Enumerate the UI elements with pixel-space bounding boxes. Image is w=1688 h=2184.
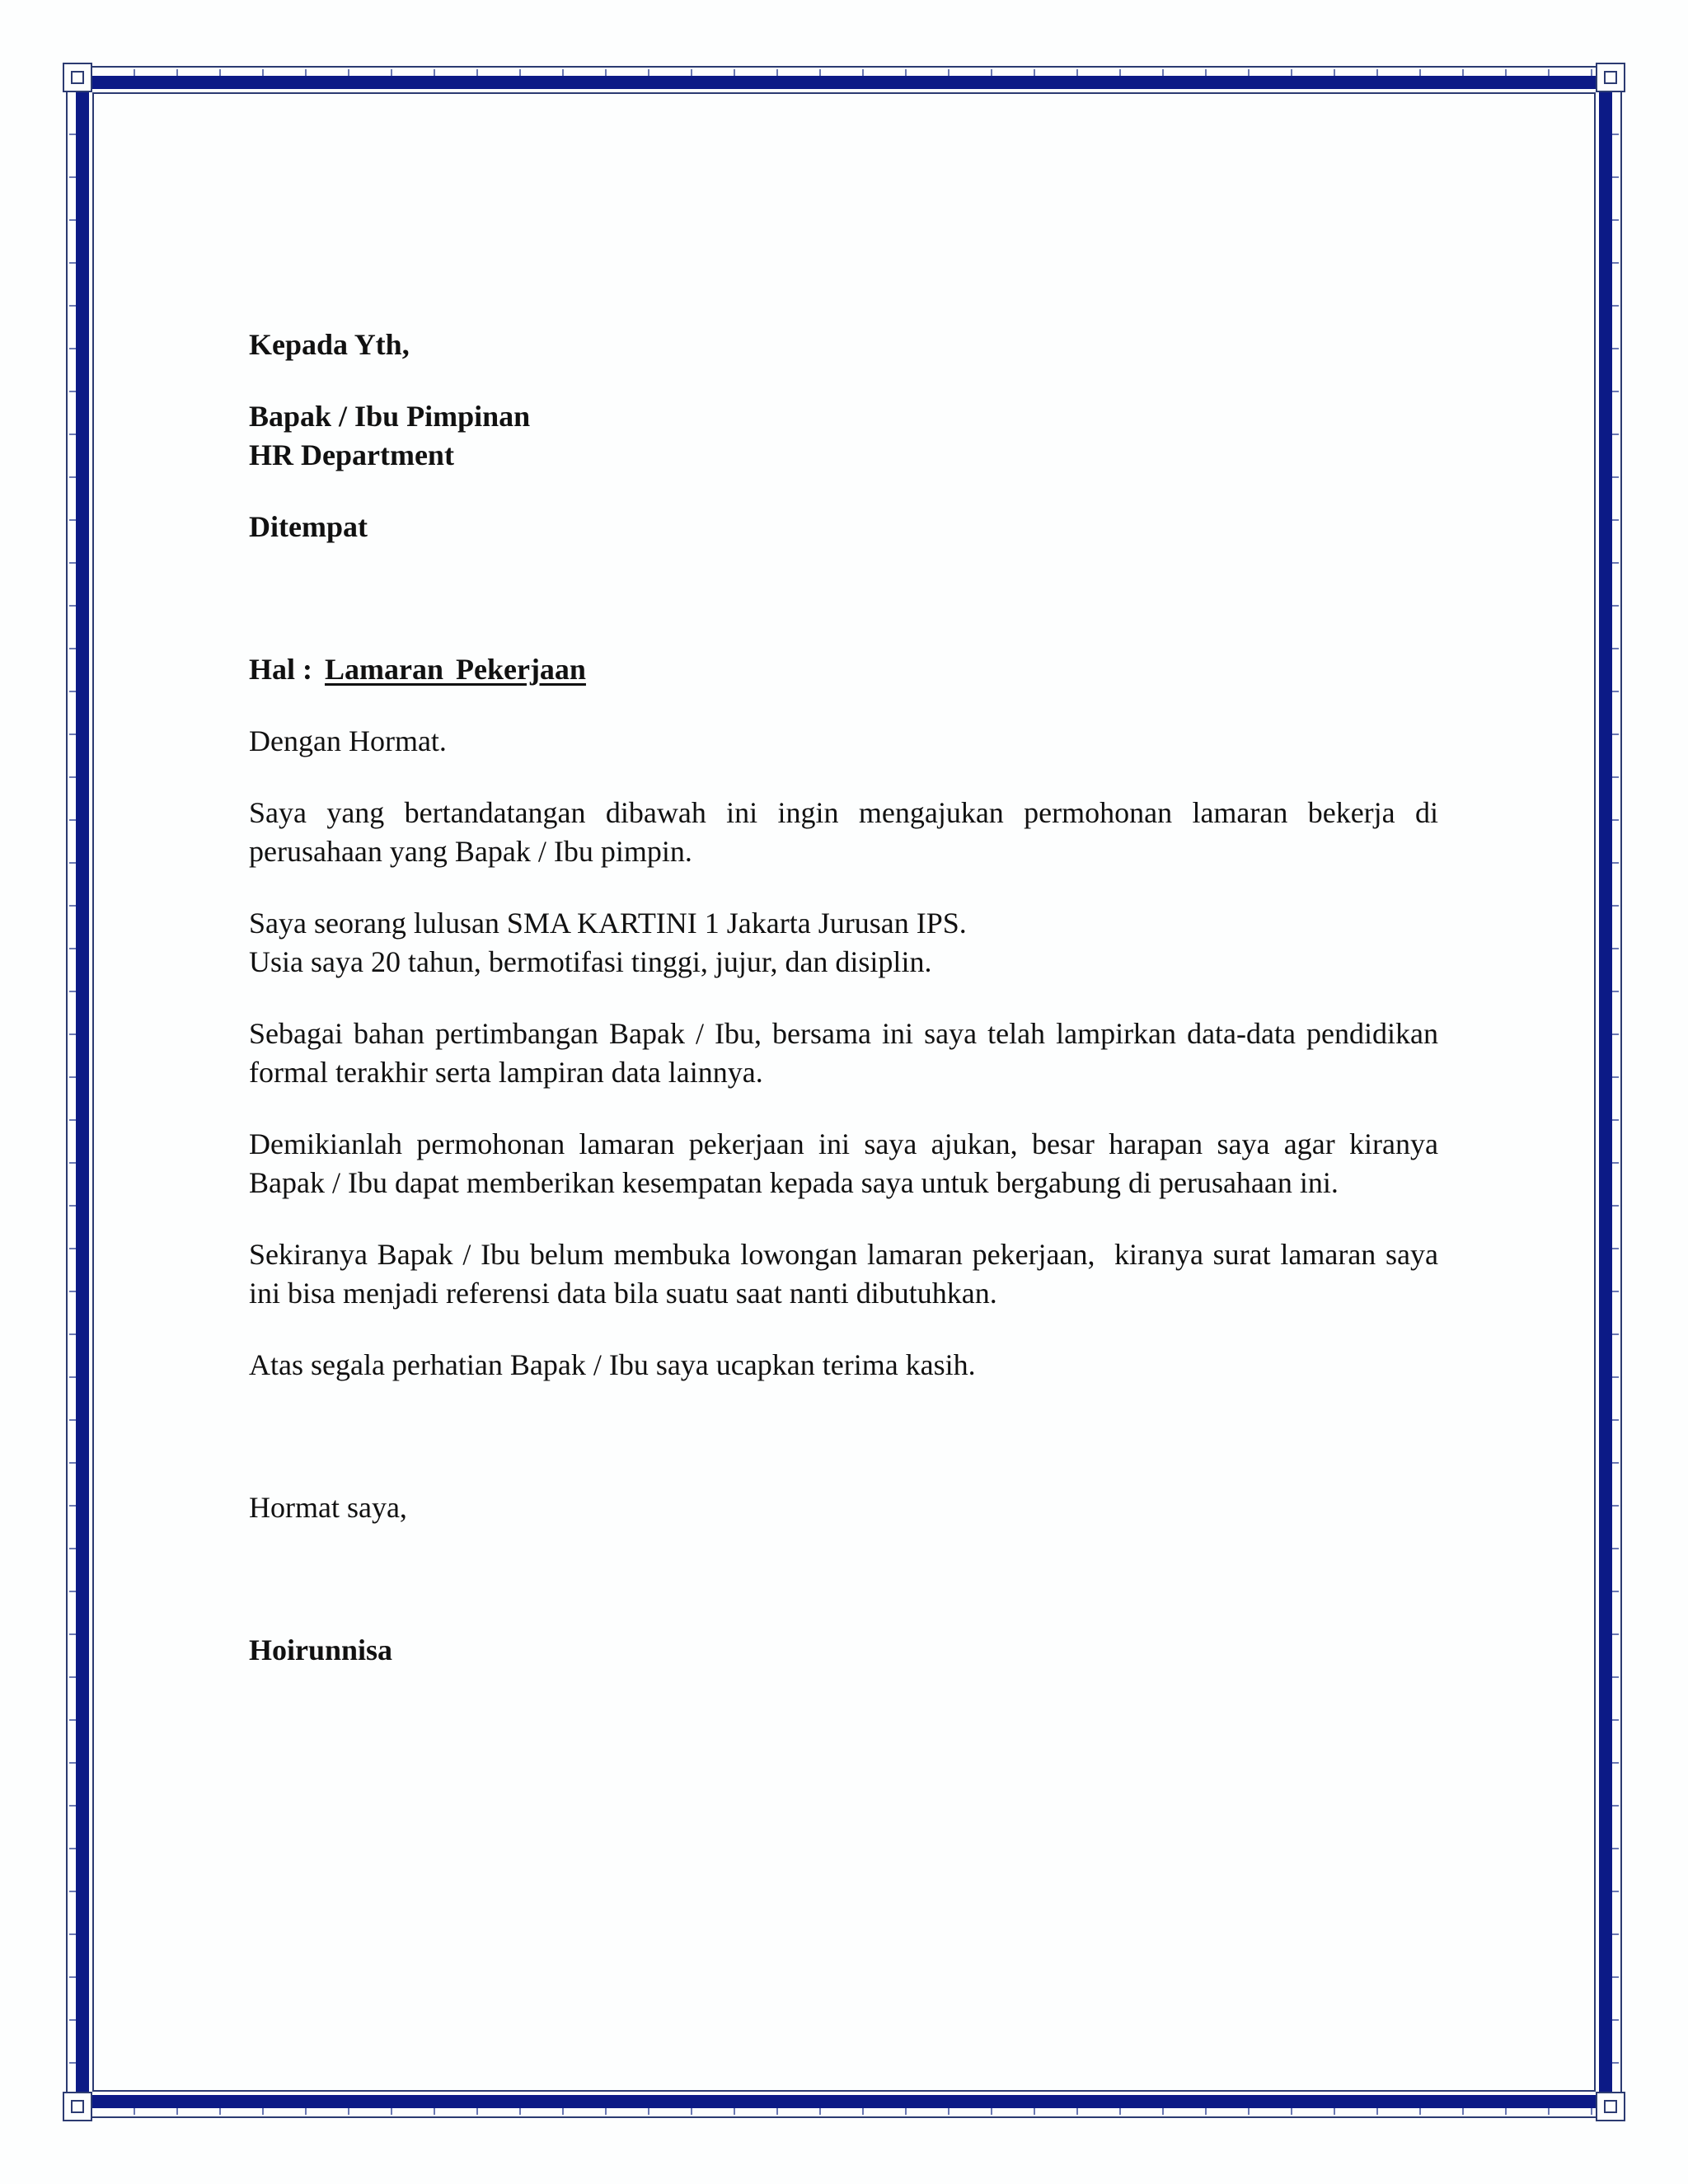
recipient-name: Bapak / Ibu Pimpinan	[249, 400, 531, 433]
subject-label: Hal :	[249, 653, 312, 686]
greeting: Dengan Hormat.	[249, 724, 447, 757]
border-ticks-left	[69, 92, 76, 2092]
paragraph-attachments: Sebagai bahan pertimbangan Bapak / Ibu, bersama ini saya telah lampirkan data-data pendidikan formal terakhir serta lampiran data lainnya.	[249, 1017, 1438, 1089]
paragraph-thanks: Atas segala perhatian Bapak / Ibu saya ucapkan terima kasih.	[249, 1348, 976, 1381]
border-ticks-bottom	[92, 2108, 1596, 2115]
paragraph-age: Usia saya 20 tahun, bermotifasi tinggi, jujur, dan disiplin.	[249, 945, 932, 978]
border-corner-bottom-right	[1596, 2092, 1625, 2121]
letter-body	[249, 326, 1446, 1670]
paragraph-intro: Saya yang bertandatangan dibawah ini ingin mengajukan permohonan lamaran bekerja di perusahaan yang Bapak / Ibu pimpin.	[249, 796, 1438, 868]
recipient-location: Ditempat	[249, 510, 368, 543]
signature-name: Hoirunnisa	[249, 1633, 393, 1666]
subject-line	[249, 650, 1438, 689]
border-ticks-top	[92, 69, 1596, 76]
border-corner-top-right	[1596, 63, 1625, 92]
recipient-salutation: Kepada Yth,	[249, 328, 410, 361]
paragraph-reference: Sekiranya Bapak / Ibu belum membuka lowongan lamaran pekerjaan, kiranya surat lamaran saya ini bisa menjadi referensi data bila suatu saat nanti dibutuhkan.	[249, 1238, 1446, 1310]
paragraph-education: Saya seorang lulusan SMA KARTINI 1 Jakarta Jurusan IPS.	[249, 907, 967, 940]
subject-value: Lamaran Pekerjaan	[325, 653, 586, 686]
border-ticks-right	[1612, 92, 1619, 2092]
closing: Hormat saya,	[249, 1491, 407, 1524]
border-corner-bottom-left	[63, 2092, 92, 2121]
recipient-department: HR Department	[249, 438, 454, 471]
paragraph-request: Demikianlah permohonan lamaran pekerjaan ini saya ajukan, besar harapan saya agar kiranya Bapak / Ibu dapat memberikan kesempatan kepada saya untuk bergabung di perusahaan ini.	[249, 1127, 1438, 1199]
border-corner-top-left	[63, 63, 92, 92]
